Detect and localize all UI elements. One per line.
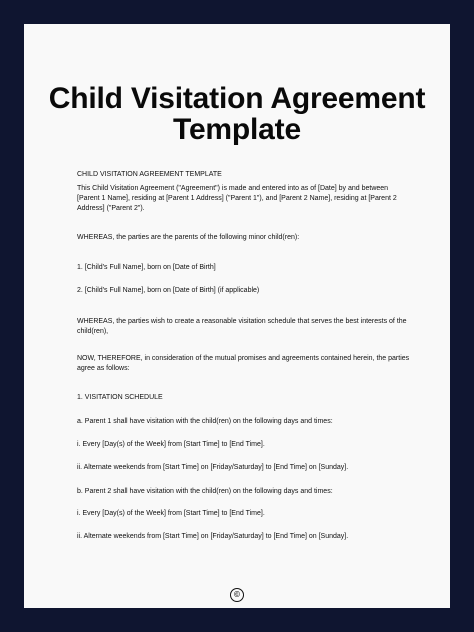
doc-whereas-schedule-line-1: WHEREAS, the parties wish to create a reasonable visitation schedule that serves the best interests of the: [77, 318, 407, 325]
document-title-line-2: Template: [173, 113, 301, 146]
doc-parent2-intro: b. Parent 2 shall have visitation with the child(ren) on the following days and times:: [77, 488, 333, 495]
doc-whereas-schedule-line-2: child(ren),: [77, 328, 109, 335]
doc-parent2-weekends: ii. Alternate weekends from [Start Time] on [Friday/Saturday] to [End Time] on [Sunday].: [77, 533, 349, 540]
doc-parent1-weekends: ii. Alternate weekends from [Start Time] on [Friday/Saturday] to [End Time] on [Sunday].: [77, 464, 349, 471]
document-title-line-1: Child Visitation Agreement: [48, 82, 426, 115]
doc-now-therefore-line-1: NOW, THEREFORE, in consideration of the mutual promises and agreements contained herein, the parties: [77, 355, 410, 362]
doc-section-visitation-schedule: 1. VISITATION SCHEDULE: [77, 394, 163, 401]
doc-child-1: 1. [Child's Full Name], born on [Date of Birth]: [77, 264, 216, 271]
doc-intro-line-1: This Child Visitation Agreement ("Agreement") is made and entered into as of [Date] by and between: [77, 185, 389, 192]
doc-intro-line-2: [Parent 1 Name], residing at [Parent 1 Address] ("Parent 1"), and [Parent 2 Name], residing at [Parent 2: [77, 195, 397, 202]
doc-parent1-intro: a. Parent 1 shall have visitation with the child(ren) on the following days and times:: [77, 418, 333, 425]
doc-parent2-weekly: i. Every [Day(s) of the Week] from [Start Time] to [End Time].: [77, 510, 265, 517]
copyright-icon: ©: [230, 588, 244, 602]
doc-heading: CHILD VISITATION AGREEMENT TEMPLATE: [77, 171, 222, 178]
doc-now-therefore-line-2: agree as follows:: [77, 365, 130, 372]
doc-parent1-weekly: i. Every [Day(s) of the Week] from [Start Time] to [End Time].: [77, 441, 265, 448]
doc-child-2: 2. [Child's Full Name], born on [Date of Birth] (if applicable): [77, 287, 260, 294]
doc-intro-line-3: Address] ("Parent 2").: [77, 205, 145, 212]
document-page: [24, 24, 450, 608]
doc-whereas-parents: WHEREAS, the parties are the parents of the following minor child(ren):: [77, 234, 300, 241]
